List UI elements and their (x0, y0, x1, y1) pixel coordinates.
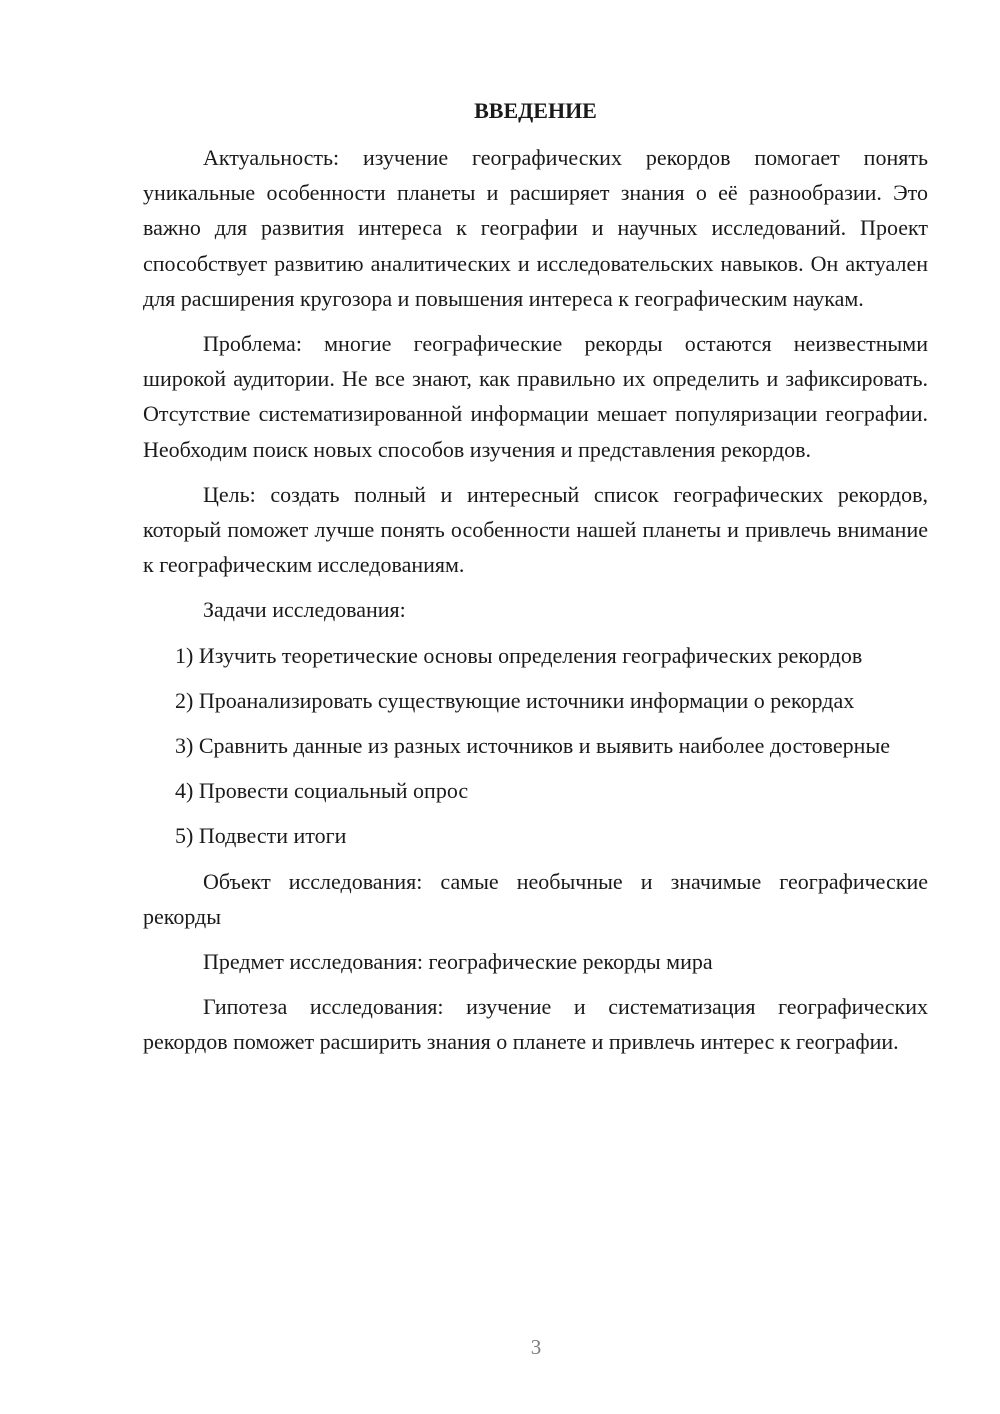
task-item-4: 4) Провести социальный опрос (175, 778, 469, 804)
document-page (143, 93, 928, 1060)
page-title: ВВЕДЕНИЕ (474, 98, 597, 123)
task-item-2: 2) Проанализировать существующие источники информации о рекордах (175, 687, 855, 713)
page-number: 3 (530, 1335, 542, 1359)
paragraph-hypothesis: Гипотеза исследования: изучение и систематизация географических рекордов поможет расширить знания о планете и привлечь интерес к географии. (143, 994, 928, 1055)
task-item-5: 5) Подвести итоги (175, 823, 347, 849)
task-item-1: 1) Изучить теоретические основы определения географических рекордов (175, 642, 863, 668)
paragraph-object: Объект исследования: самые необычные и значимые географические рекорды (143, 868, 928, 929)
paragraph-subject: Предмет исследования: географические рекорды мира (203, 949, 713, 975)
paragraph-problem: Проблема: многие географические рекорды остаются неизвестными широкой аудитории. Не все знают, как правильно их определить и зафиксировать. Отсутствие систематизированной информации мешает популяризации географии. Необходим поиск новых способов изучения и представления рекордов. (143, 331, 928, 462)
paragraph-goal: Цель: создать полный и интересный список географических рекордов, который поможет лучше понять особенности нашей планеты и привлечь внимание к географическим исследованиям. (143, 481, 928, 578)
paragraph-relevance: Актуальность: изучение географических рекордов помогает понять уникальные особенности планеты и расширяет знания о её разнообразии. Это важно для развития интереса к географии и научных исследований. Проект способствует развитию аналитических и исследовательских навыков. Он актуален для расширения кругозора и повышения интереса к географическим наукам. (143, 145, 928, 311)
paragraph-tasks-heading: Задачи исследования: (203, 597, 406, 623)
task-item-3: 3) Сравнить данные из разных источников и выявить наиболее достоверные (175, 733, 890, 759)
